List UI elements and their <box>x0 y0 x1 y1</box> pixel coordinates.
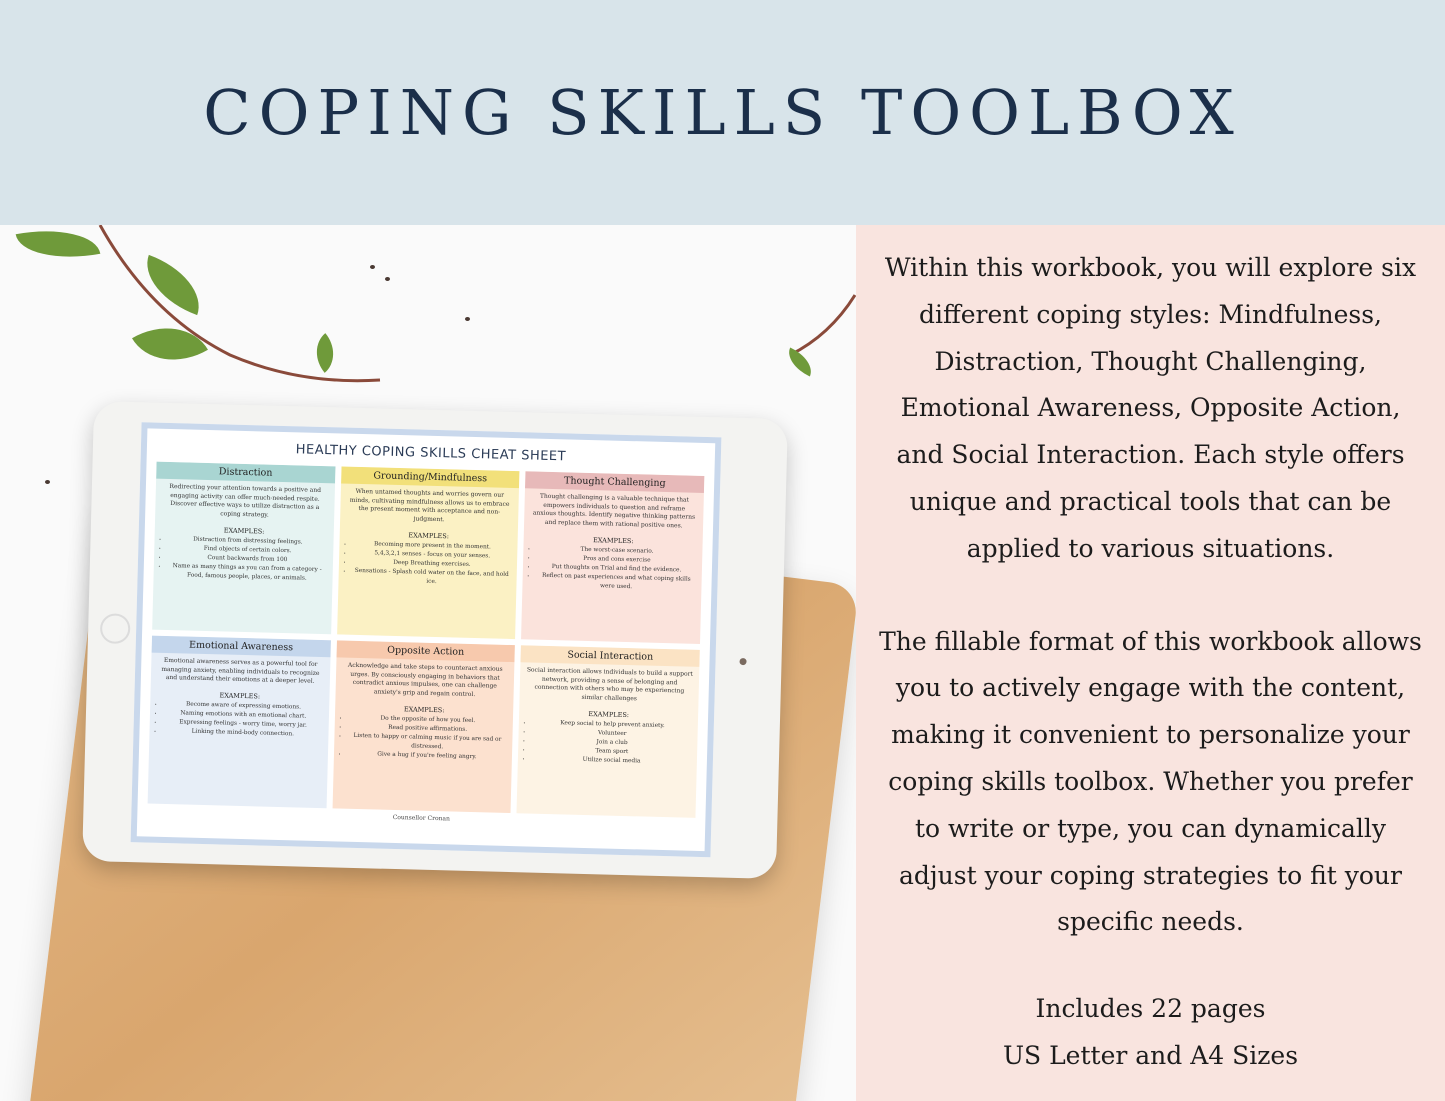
example-item: • Become aware of expressing emotions. <box>164 700 323 713</box>
home-button-icon <box>100 613 131 644</box>
coping-card-title: Social Interaction <box>521 645 700 667</box>
example-item: • Keep social to help prevent anxiety. <box>533 718 692 731</box>
coping-card-title: Distraction <box>156 462 335 484</box>
example-item: • Deep Breathing exercises. <box>353 558 512 571</box>
plant-vine <box>0 225 856 425</box>
title-banner <box>0 0 1445 225</box>
examples-label: EXAMPLES: <box>219 691 261 701</box>
example-item: • Linking the mind-body connection. <box>163 727 322 740</box>
example-item: • Pros and cons exercise <box>537 553 696 566</box>
example-item: • Sensations - Splash cold water on the face, and hold ice. <box>352 567 511 589</box>
example-item: • Put thoughts on Trial and find the evidence. <box>537 562 696 575</box>
examples-list <box>149 700 329 741</box>
example-item: • Read positive affirmations. <box>348 722 507 735</box>
coping-card-description: Thought challenging is a valuable technique that empowers individuals to question and reframe anxious thoughts. Identify negative thinking patterns and replace them with rational positive ones. <box>532 492 696 530</box>
example-item: • Listen to happy or calming music if you are sad or distressed. <box>348 731 507 753</box>
example-item: • Find objects of certain colors. <box>168 544 327 557</box>
cheat-sheet-title: HEALTHY COPING SKILLS CHEAT SHEET <box>295 442 567 465</box>
coping-card <box>148 636 331 809</box>
coping-card-title: Emotional Awareness <box>152 636 331 658</box>
examples-list <box>153 534 333 584</box>
example-item: • Team sport <box>532 745 691 758</box>
cheat-sheet-screen <box>131 422 722 857</box>
coping-card-description: Social interaction allows individuals to build a support network, providing a sense of belonging and connection with others who may be experiencing similar challenges <box>526 666 693 703</box>
examples-list <box>518 718 698 768</box>
example-item: • Reflect on past experiences and what coping skills were used. <box>537 571 696 593</box>
example-item: • Count backwards from 100 <box>168 553 327 566</box>
coping-card-title: Opposite Action <box>336 640 515 662</box>
page-title: COPING SKILLS TOOLBOX <box>203 76 1242 149</box>
coping-card <box>337 466 520 639</box>
product-photo <box>0 225 856 1101</box>
soil-speck <box>45 480 50 484</box>
coping-card-title: Thought Challenging <box>525 471 704 493</box>
tablet-device <box>82 401 788 879</box>
cheat-sheet-footer: Counsellor Cronan <box>392 813 450 823</box>
example-item: • Expressing feelings - worry time, worry jar. <box>164 718 323 731</box>
coping-card-description: Acknowledge and take steps to counteract anxious urges. By consciously engaging in behaviors that contradict anxious impulses, one can challenge anxiety's grip and regain control. <box>347 661 503 699</box>
example-item: • The worst-case scenario. <box>538 544 697 557</box>
examples-label: EXAMPLES: <box>408 531 450 541</box>
example-item: • 5,4,3,2,1 senses - focus on your senses. <box>353 549 512 562</box>
examples-label: EXAMPLES: <box>592 535 634 545</box>
example-item: • Join a club <box>533 736 692 749</box>
camera-icon <box>739 658 746 665</box>
examples-list <box>338 539 518 589</box>
coping-card <box>517 645 700 818</box>
description-paragraph-2: The fillable format of this workbook allows you to actively engage with the content, making it convenient to personalize your coping skills toolbox. Whether you prefer to write or type, you can dynamically adjust your coping strategies to fit your specific needs. <box>879 626 1422 937</box>
example-item: • Becoming more present in the moment. <box>353 540 512 553</box>
coping-card-description: Emotional awareness serves as a powerful tool for managing anxiety, enabling individuals to recognize and understand their emotions at a deeper level. <box>161 656 320 686</box>
coping-card <box>332 640 515 813</box>
examples-label: EXAMPLES: <box>223 526 265 536</box>
example-item: • Naming emotions with an emotional chart. <box>164 709 323 722</box>
example-item: • Volunteer <box>533 727 692 740</box>
coping-cards-grid <box>148 462 705 818</box>
coping-card <box>521 471 704 644</box>
example-item: • Give a hug if you're feeling angry. <box>348 749 507 762</box>
examples-label: EXAMPLES: <box>588 709 630 719</box>
example-item: • Utilize social media <box>532 754 691 767</box>
example-item: • Distraction from distressing feelings. <box>168 535 327 548</box>
coping-card-title: Grounding/Mindfulness <box>341 466 520 488</box>
coping-card-description: Redirecting your attention towards a positive and engaging activity can offer much-needed respite. Discover effective ways to utilize distraction as a coping strategy. <box>169 482 322 519</box>
description-panel <box>856 225 1445 1101</box>
examples-list <box>334 713 514 763</box>
paper-sizes: US Letter and A4 Sizes <box>1002 1040 1299 1070</box>
coping-card-description: When untamed thoughts and worries govern our minds, cultivating mindfulness allows us to embrace the present moment with acceptance and non-judgment. <box>349 487 510 524</box>
description-paragraph-1: Within this workbook, you will explore six different coping styles: Mindfulness, Distraction, Thought Challenging, Emotional Awareness, Opposite Action, and Social Interaction. Each style offers unique and practical tools that can be applied to various situations. <box>884 253 1417 563</box>
examples-list <box>523 544 703 594</box>
example-item: • Name as many things as you can from a category - Food, famous people, places, or animals. <box>167 562 326 584</box>
examples-label: EXAMPLES: <box>403 704 445 715</box>
coping-card <box>152 462 335 635</box>
page-count: Includes 22 pages <box>1035 994 1266 1024</box>
example-item: • Do the opposite of how you feel. <box>348 714 507 727</box>
